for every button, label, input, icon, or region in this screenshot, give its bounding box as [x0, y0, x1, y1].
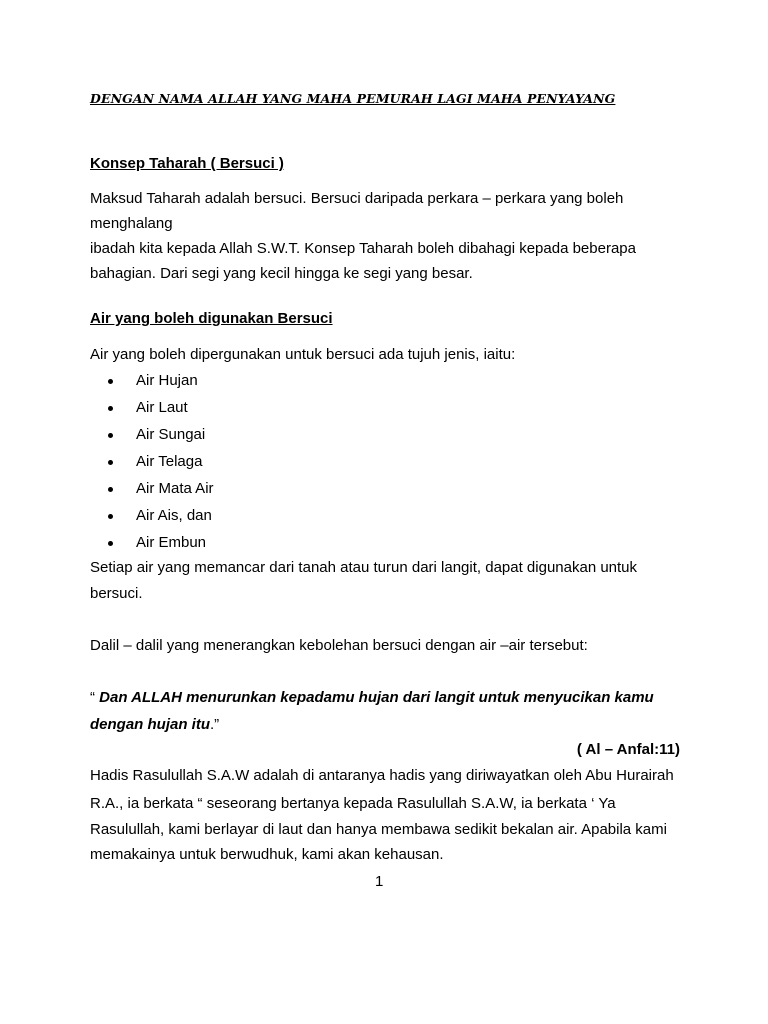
section-heading-air-bersuci: Air yang boleh digunakan Bersuci — [90, 310, 333, 327]
quote-close-mark: .” — [210, 716, 220, 733]
quote-reference: ( Al – Anfal:11) — [576, 741, 680, 758]
paragraph-line: Dalil – dalil yang menerangkan kebolehan bersuci dengan air –air tersebut: — [90, 637, 588, 654]
quote-line — [90, 689, 654, 707]
list-item — [108, 397, 214, 424]
paragraph-line: R.A., ia berkata “ seseorang bertanya kepada Rasulullah S.A.W, ia berkata ‘ Ya — [90, 795, 616, 812]
paragraph-line: ibadah kita kepada Allah S.W.T. Konsep Taharah boleh dibahagi kepada beberapa — [90, 240, 636, 257]
list-item — [108, 478, 214, 505]
list-item-label: Air Sungai — [136, 426, 206, 443]
paragraph-line: memakainya untuk berwudhuk, kami akan kehausan. — [90, 846, 444, 863]
paragraph-line: bersuci. — [90, 585, 143, 602]
list-item — [108, 505, 214, 532]
quote-open-mark: “ — [90, 689, 100, 706]
bullet-icon — [108, 406, 113, 411]
quote-line — [90, 716, 219, 734]
paragraph-line: Hadis Rasulullah S.A.W adalah di antaranya hadis yang diriwayatkan oleh Abu Hurairah — [90, 767, 674, 784]
list-item-label: Air Mata Air — [136, 480, 214, 497]
water-types-list — [108, 370, 214, 559]
bullet-icon — [108, 487, 113, 492]
list-item-label: Air Ais, dan — [136, 507, 212, 524]
list-item — [108, 370, 214, 397]
list-item-label: Air Hujan — [136, 372, 198, 389]
paragraph-line: Rasulullah, kami berlayar di laut dan hanya membawa sedikit bekalan air. Apabila kami — [90, 821, 667, 838]
paragraph-line: Setiap air yang memancar dari tanah atau turun dari langit, dapat digunakan untuk — [90, 559, 638, 576]
list-item — [108, 424, 214, 451]
list-item-label: Air Telaga — [136, 453, 203, 470]
list-item-label: Air Embun — [136, 534, 207, 551]
page-number: 1 — [375, 873, 384, 890]
paragraph-line: bahagian. Dari segi yang kecil hingga ke segi yang besar. — [90, 265, 473, 282]
bullet-icon — [108, 433, 113, 438]
quote-text: Dan ALLAH menurunkan kepadamu hujan dari langit untuk menyucikan kamu — [99, 689, 654, 706]
paragraph-line: Air yang boleh dipergunakan untuk bersuci ada tujuh jenis, iaitu: — [90, 346, 516, 363]
list-item — [108, 451, 214, 478]
quote-text: dengan hujan itu — [90, 716, 210, 733]
bullet-icon — [108, 514, 113, 519]
section-heading-konsep-taharah: Konsep Taharah ( Bersuci ) — [90, 155, 284, 172]
paragraph-line: Maksud Taharah adalah bersuci. Bersuci daripada perkara – perkara yang boleh — [90, 190, 624, 207]
paragraph-line: menghalang — [90, 215, 173, 232]
document-title: DENGAN NAMA ALLAH YANG MAHA PEMURAH LAGI MAHA PENYAYANG — [90, 91, 616, 106]
bullet-icon — [108, 541, 113, 546]
list-item — [108, 532, 214, 559]
bullet-icon — [108, 460, 113, 465]
list-item-label: Air Laut — [136, 399, 188, 416]
bullet-icon — [108, 379, 113, 384]
